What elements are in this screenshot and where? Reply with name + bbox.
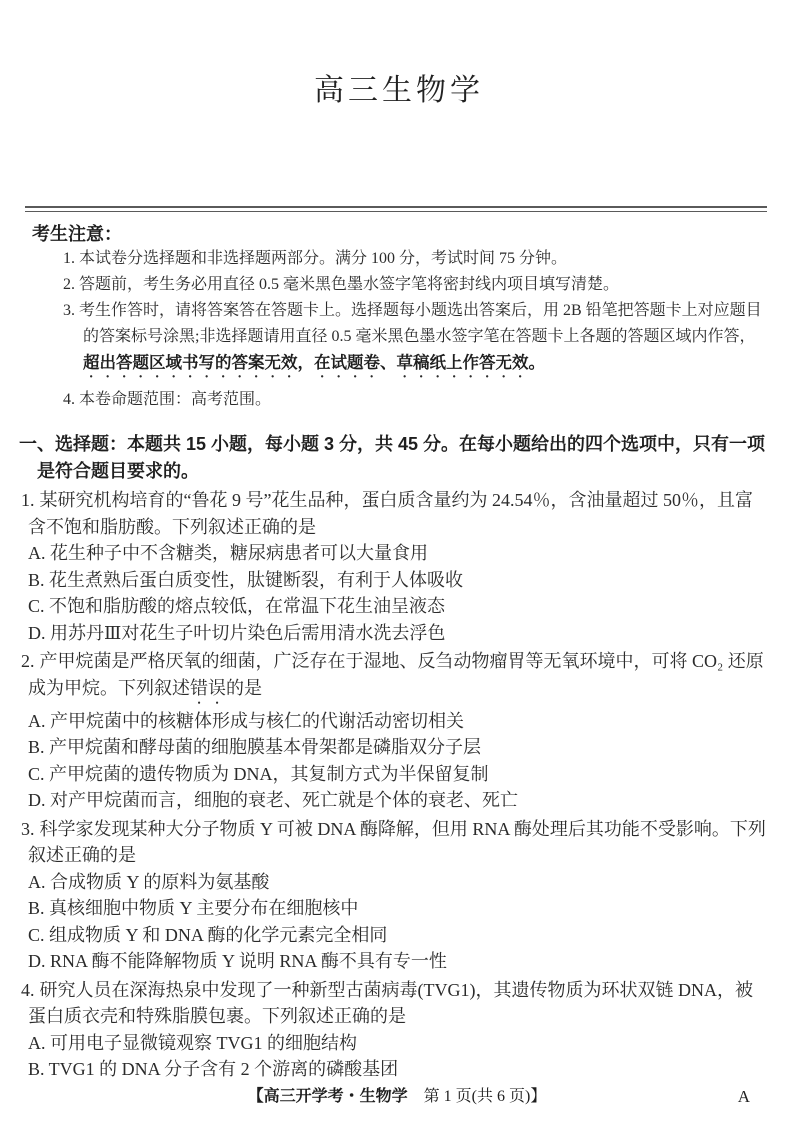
question-3-option-b: B. 真核细胞中物质 Y 主要分布在细胞核中	[28, 898, 359, 918]
question-4-option-b: B. TVG1 的 DNA 分子含有 2 个游离的磷酸基团	[28, 1059, 399, 1079]
question-3	[21, 816, 770, 975]
page-footer	[0, 1087, 794, 1107]
question-2-number: 2.	[21, 651, 35, 671]
notice-item-3-emphasis: 超出答题区域书写的答案无效，在试题卷、草稿纸上作答无效。	[83, 354, 545, 372]
question-1-option-c: C. 不饱和脂肪酸的熔点较低，在常温下花生油呈液态	[28, 596, 446, 616]
section-heading: 一、选择题：本题共 15 小题，每小题 3 分，共 45 分。在每小题给出的四个选项中，只有一项是符合题目要求的。	[19, 434, 766, 481]
footer-journal-label: 【高三开学考・生物学	[247, 1088, 408, 1105]
question-2-stem-emphasis: 错误	[190, 677, 226, 698]
question-4-option-a: A. 可用电子显微镜观察 TVG1 的细胞结构	[28, 1032, 357, 1053]
paper-version-label: A	[737, 1087, 750, 1106]
question-3-option-a: A. 合成物质 Y 的原料为氨基酸	[28, 871, 270, 892]
question-1-option-b: B. 花生煮熟后蛋白质变性，肽键断裂，有利于人体吸收	[28, 569, 464, 590]
question-2-option-a: A. 产甲烷菌中的核糖体形成与核仁的代谢活动密切相关	[28, 710, 464, 731]
question-2-option-d: D. 对产甲烷菌而言，细胞的衰老、死亡就是个体的衰老、死亡	[28, 790, 518, 810]
question-4-stem	[21, 977, 770, 1030]
question-1	[21, 487, 770, 646]
question-3-option-d: D. RNA 酶不能降解物质 Y 说明 RNA 酶不具有专一性	[28, 951, 447, 971]
question-3-stem	[21, 816, 770, 869]
question-3-number: 3.	[21, 818, 35, 839]
question-2-option-c: C. 产甲烷菌的遗传物质为 DNA，其复制方式为半保留复制	[28, 763, 489, 784]
header-divider	[25, 206, 767, 212]
question-2-stem	[21, 648, 770, 708]
question-4	[21, 977, 770, 1083]
question-1-option-a: A. 花生种子中不含糖类，糖尿病患者可以大量食用	[28, 543, 428, 563]
question-1-stem	[21, 487, 770, 540]
notice-item-3-text: 3. 考生作答时，请将答案答在答题卡上。选择题每小题选出答案后，用 2B 铅笔把答题卡上对应题目的答案标号涂黑;非选择题请用直径 0.5 毫米黑色墨水签字笔在答题卡上各题的答题区域内作答，	[63, 302, 762, 345]
question-3-stem-text: 科学家发现某种大分子物质 Y 可被 DNA 酶降解，但用 RNA 酶处理后其功能不受影响。下列叙述正确的是	[28, 818, 766, 865]
question-1-stem-text: 某研究机构培育的“鲁花 9 号”花生品种，蛋白质含量约为 24.54％，含油量超过 50％，且富含不饱和脂肪酸。下列叙述正确的是	[28, 490, 753, 537]
notice-item-2: 2. 答题前，考生务必用直径 0.5 毫米黑色墨水签字笔将密封线内项目填写清楚。	[63, 276, 620, 293]
notice-section	[28, 222, 770, 413]
question-2-stem-text: 产甲烷菌是严格厌氧的细菌，广泛存在于湿地、反刍动物瘤胃等无氧环境中，可将 CO₂ 还原成为甲烷。下列叙述	[28, 651, 764, 698]
footer-page-number: 第 1 页(共 6 页)】	[407, 1088, 547, 1105]
question-2-option-b: B. 产甲烷菌和酵母菌的细胞膜基本骨架都是磷脂双分子层	[28, 737, 482, 757]
notice-item-3	[63, 298, 770, 385]
question-2-stem-tail: 的是	[226, 677, 262, 698]
question-2	[21, 648, 770, 814]
notice-heading: 考生注意：	[32, 224, 122, 244]
page-title: 高三生物学	[314, 74, 484, 107]
question-4-number: 4.	[21, 979, 35, 1000]
notice-item-1: 1. 本试卷分选择题和非选择题两部分。满分 100 分，考试时间 75 分钟。	[63, 250, 568, 267]
question-3-option-c: C. 组成物质 Y 和 DNA 酶的化学元素完全相同	[28, 924, 388, 945]
notice-item-4: 4. 本卷命题范围：高考范围。	[63, 391, 272, 408]
questions-list	[21, 487, 770, 1083]
question-1-option-d: D. 用苏丹Ⅲ对花生子叶切片染色后需用清水洗去浮色	[28, 622, 446, 643]
question-4-stem-text: 研究人员在深海热泉中发现了一种新型古菌病毒(TVG1)，其遗传物质为环状双链 DNA，被蛋白质衣壳和特殊脂膜包裹。下列叙述正确的是	[28, 979, 753, 1026]
question-1-number: 1.	[21, 490, 35, 510]
